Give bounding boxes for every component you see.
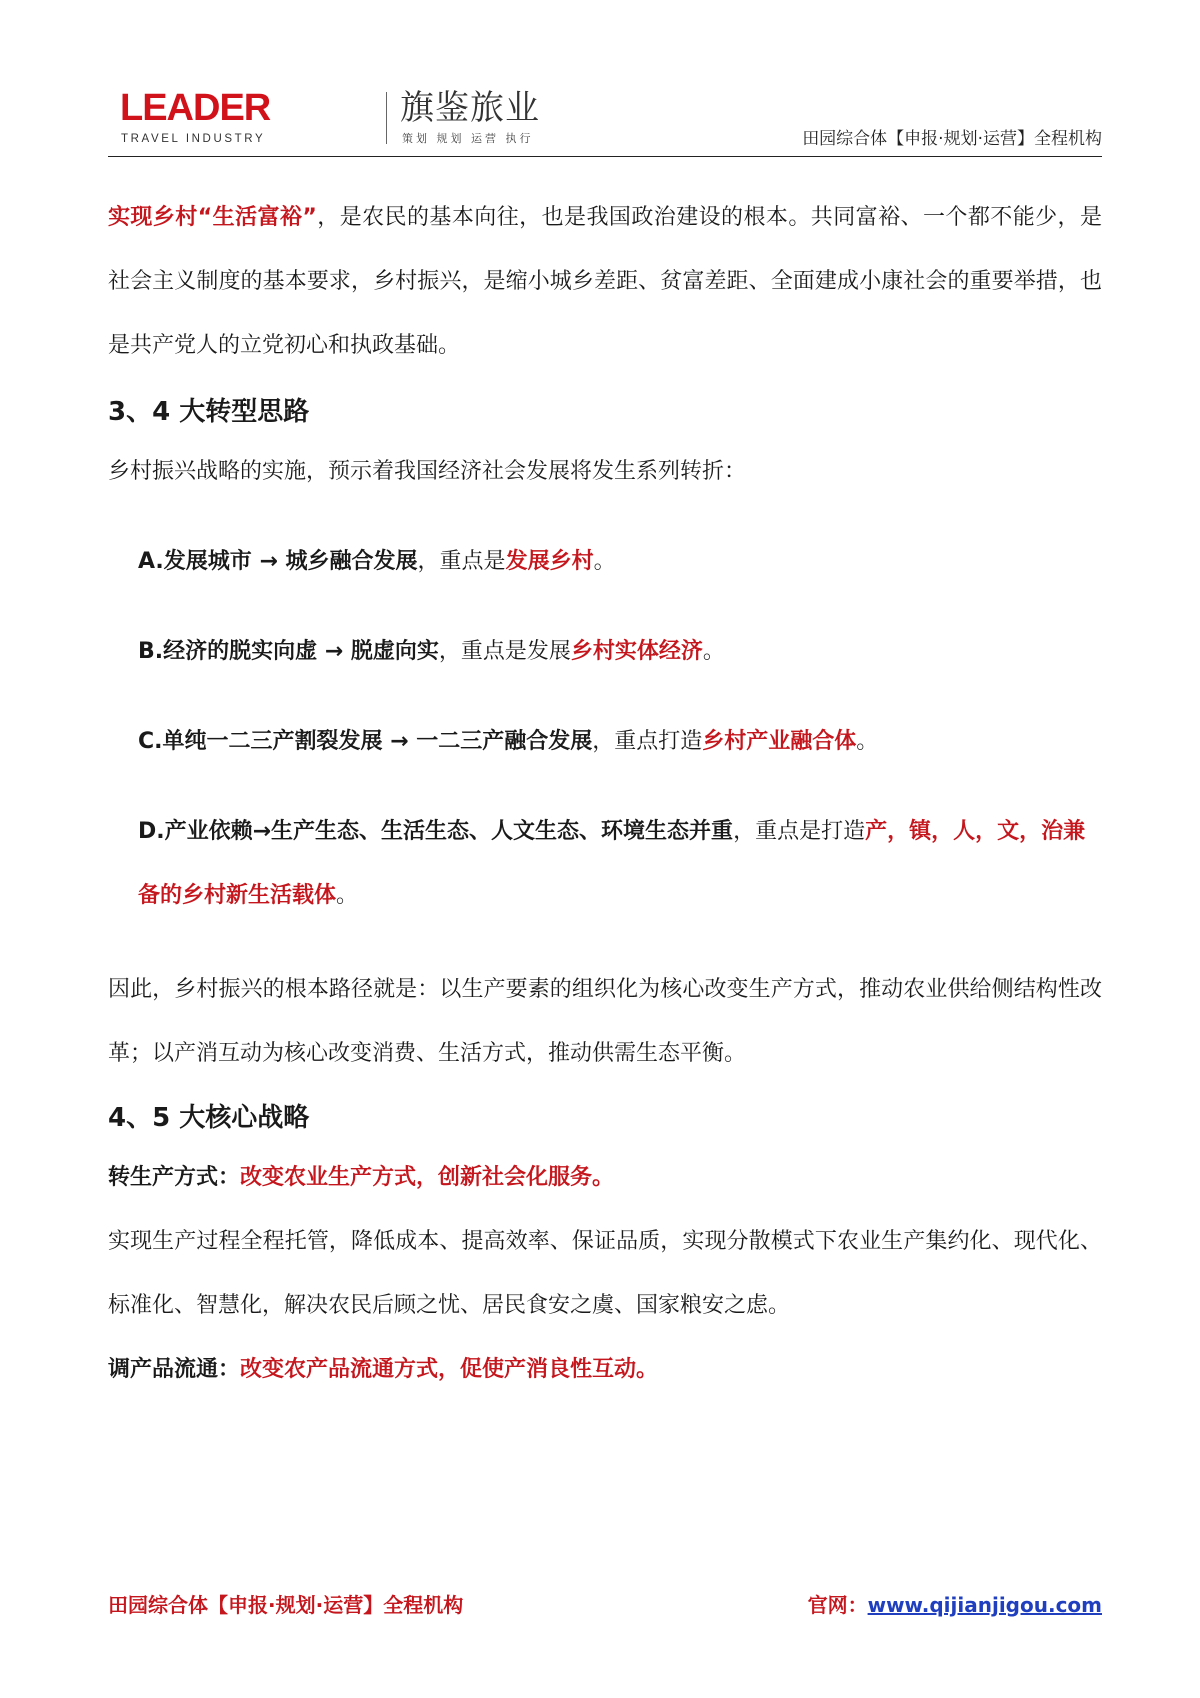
logo-chinese: 旗鉴旅业 — [400, 88, 540, 128]
item-d-red: 产，镇，人，文，治兼备的乡村新生活载体 — [138, 819, 1086, 908]
section3-heading-block — [108, 392, 1102, 432]
intro-paragraph — [108, 186, 1102, 378]
item-b-bold: B.经济的脱实向虚 → 脱虚向实 — [138, 639, 439, 664]
item-c-bold: C.单纯一二三产割裂发展 → 一二三产融合发展 — [138, 729, 593, 754]
item-c-red: 乡村产业融合体 — [702, 729, 857, 754]
item-c-end: 。 — [856, 729, 879, 754]
item-a-red: 发展乡村 — [505, 549, 594, 574]
item-c-mid: ，重点打造 — [592, 729, 703, 754]
strategy1-summary: 改变农业生产方式，创新社会化服务。 — [240, 1165, 615, 1190]
item-d-end: 。 — [336, 883, 359, 908]
footer-website — [808, 1590, 1102, 1620]
item-a-mid: ，重点是 — [417, 549, 506, 574]
logo-divider — [386, 92, 387, 144]
item-b-end: 。 — [702, 639, 725, 664]
transition-item-b — [138, 620, 1102, 684]
section3-conclusion: 因此，乡村振兴的根本路径就是：以生产要素的组织化为核心改变生产方式，推动农业供给侧结构性改革；以产消互动为核心改变消费、生活方式，推动供需生态平衡。 — [108, 977, 1102, 1066]
intro-highlight: 实现乡村“生活富裕” — [108, 205, 317, 230]
transition-item-a — [138, 530, 1102, 594]
footer-site-label: 官网： — [807, 1593, 868, 1617]
logo-subtitle-cn: 策划 规划 运营 执行 — [402, 132, 534, 145]
strategy1-text-block — [108, 1210, 1102, 1338]
strategy1-block — [108, 1146, 1102, 1210]
strategy2-label: 调产品流通： — [108, 1357, 241, 1382]
page-header — [108, 88, 1102, 154]
item-d-bold: D.产业依赖→生产生态、生活生态、人文生态、环境生态并重 — [138, 819, 734, 844]
logo-subtitle-en: TRAVEL INDUSTRY — [121, 133, 266, 145]
item-b-red: 乡村实体经济 — [570, 639, 703, 664]
section4-heading: 4、5 大核心战略 — [108, 1103, 310, 1133]
logo-leader: LEADER — [120, 87, 271, 129]
strategy1-text: 实现生产过程全程托管，降低成本、提高效率、保证品质，实现分散模式下农业生产集约化、现代化、标准化、智慧化，解决农民后顾之忧、居民食安之虞、国家粮安之虑。 — [108, 1229, 1102, 1318]
intro-text: ，是农民的基本向往，也是我国政治建设的根本。共同富裕、一个都不能少，是社会主义制度的基本要求，乡村振兴，是缩小城乡差距、贫富差距、全面建成小康社会的重要举措，也是共产党人的立党初心和执政基础。 — [108, 205, 1102, 358]
item-b-mid: ，重点是发展 — [438, 639, 571, 664]
strategy1-label: 转生产方式： — [108, 1165, 241, 1190]
header-tagline: 田园综合体【申报·规划·运营】全程机构 — [802, 129, 1102, 149]
section4-heading-block — [108, 1098, 1102, 1138]
section3-lead-block — [108, 440, 1102, 504]
strategy2-summary: 改变农产品流通方式，促使产消良性互动。 — [240, 1357, 659, 1382]
item-d-mid: ，重点是打造 — [733, 819, 866, 844]
transition-item-c — [138, 710, 1102, 774]
header-divider — [108, 156, 1102, 157]
strategy2-block — [108, 1338, 1102, 1402]
transition-item-d — [138, 800, 1102, 928]
section3-lead: 乡村振兴战略的实施，预示着我国经济社会发展将发生系列转折： — [108, 459, 747, 484]
footer-site-link[interactable]: www.qijianjigou.com — [867, 1593, 1102, 1617]
section3-conclusion-block — [108, 958, 1102, 1086]
item-a-end: 。 — [593, 549, 616, 574]
footer-tagline: 田园综合体【申报·规划·运营】全程机构 — [108, 1593, 464, 1617]
item-a-bold: A.发展城市 → 城乡融合发展 — [138, 549, 418, 574]
section3-heading: 3、4 大转型思路 — [108, 397, 310, 427]
